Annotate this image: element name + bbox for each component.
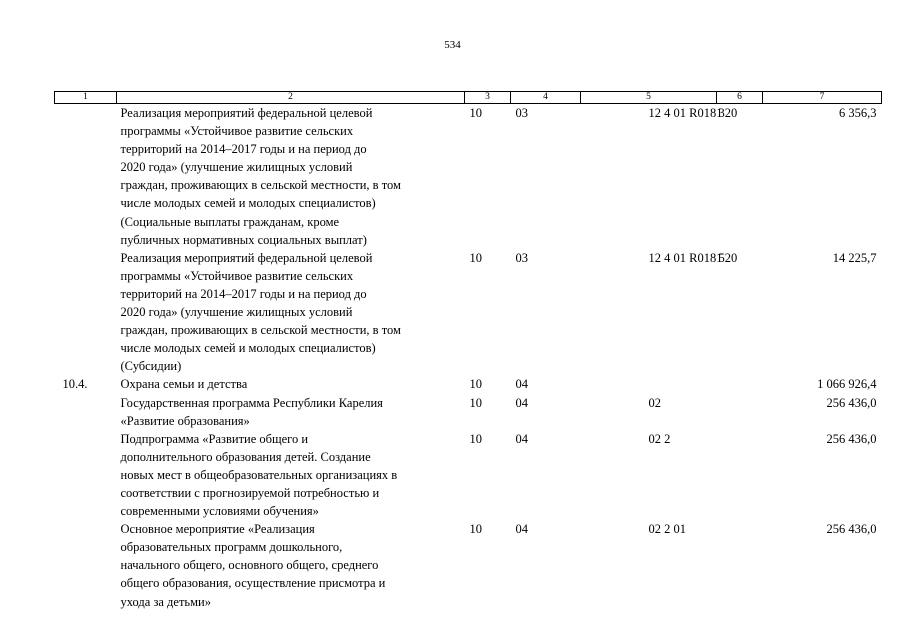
row-name-line: территорий на 2014–2017 годы и на период до	[120, 286, 367, 301]
column-number: 4	[511, 92, 581, 104]
amount-value: 1 066 926,4	[817, 377, 877, 392]
budget-table	[54, 91, 882, 611]
row-name-line: граждан, проживающих в сельской местности, в том	[120, 178, 401, 193]
row-name-line: (Субсидии)	[120, 359, 182, 374]
row-name-line: начального общего, основного общего, среднего	[120, 558, 379, 573]
column-number: 5	[581, 92, 717, 104]
row-name-line: Государственная программа Республики Карелия	[120, 395, 383, 410]
row-name	[117, 249, 465, 376]
row-number	[55, 104, 117, 249]
target-article-code: 12 4 01 R0181	[648, 250, 723, 265]
row-name-line: Реализация мероприятий федеральной целевой	[120, 106, 373, 120]
table-row	[55, 520, 882, 610]
row-name-line: 2020 года» (улучшение жилищных условий	[120, 160, 353, 175]
amount-value: 256 436,0	[826, 431, 877, 446]
subsection-code: 03	[515, 250, 528, 265]
section-code: 10	[469, 106, 482, 120]
row-name-line: ухода за детьми»	[120, 594, 211, 609]
table-row	[55, 104, 882, 249]
row-name-line: программы «Устойчивое развитие сельских	[120, 268, 354, 283]
row-number	[55, 249, 117, 376]
row-name-line: Подпрограмма «Развитие общего и	[120, 431, 309, 446]
row-name	[117, 520, 465, 610]
amount-value: 6 356,3	[839, 106, 877, 120]
row-name-line: соответствии с прогнозируемой потребностью и	[120, 485, 380, 500]
row-name	[117, 394, 465, 430]
row-name-line: территорий на 2014–2017 годы и на период до	[120, 142, 367, 157]
row-name-line: общего образования, осуществление присмотра и	[120, 576, 386, 591]
row-number: 10.4.	[62, 377, 88, 392]
column-number: 7	[763, 92, 882, 104]
target-article-code	[581, 375, 717, 393]
target-article-code: 12 4 01 R0181	[648, 106, 723, 120]
section-code: 10	[469, 522, 482, 537]
section-code: 10	[469, 250, 482, 265]
row-name	[117, 430, 465, 520]
column-number: 3	[465, 92, 511, 104]
row-number	[55, 430, 117, 520]
row-name-line: 2020 года» (улучшение жилищных условий	[120, 305, 353, 320]
subsection-code: 04	[515, 431, 528, 446]
expense-type-code: 520	[718, 250, 738, 265]
table-row	[55, 394, 882, 430]
column-number: 2	[117, 92, 465, 104]
row-name-line: числе молодых семей и молодых специалистов)	[120, 341, 376, 356]
table-row	[55, 430, 882, 520]
subsection-code: 04	[515, 377, 528, 392]
section-code: 10	[469, 431, 482, 446]
row-name-line: новых мест в общеобразовательных организациях в	[120, 467, 398, 482]
section-code: 10	[469, 395, 482, 410]
row-name-line: (Социальные выплаты гражданам, кроме	[120, 214, 340, 229]
target-article-code: 02	[648, 395, 661, 410]
expense-type-code	[717, 375, 763, 393]
expense-type-code: 320	[718, 106, 738, 120]
row-name-line: Основное мероприятие «Реализация	[120, 522, 315, 537]
row-name-line: публичных нормативных социальных выплат)	[120, 232, 367, 247]
target-article-code: 02 2	[648, 431, 671, 446]
table-body	[55, 104, 882, 611]
page-number: 534	[444, 39, 461, 51]
row-name-line: Реализация мероприятий федеральной целевой	[120, 250, 373, 265]
subsection-code: 04	[515, 522, 528, 537]
row-name-line: программы «Устойчивое развитие сельских	[120, 124, 354, 139]
row-name-line: «Развитие образования»	[120, 413, 250, 428]
row-name	[117, 375, 465, 393]
row-number	[55, 520, 117, 610]
column-number: 6	[717, 92, 763, 104]
expense-type-code	[717, 430, 763, 520]
row-name-line: дополнительного образования детей. Создание	[120, 449, 371, 464]
section-code: 10	[469, 377, 482, 392]
row-name-line: граждан, проживающих в сельской местности, в том	[120, 323, 401, 338]
amount-value: 256 436,0	[826, 395, 877, 410]
row-name-line: современными условиями обучения»	[120, 504, 319, 519]
column-number-row	[55, 92, 882, 104]
row-name	[117, 104, 465, 249]
expense-type-code	[717, 520, 763, 610]
column-number: 1	[55, 92, 117, 104]
target-article-code: 02 2 01	[648, 522, 686, 537]
amount-value: 256 436,0	[826, 522, 877, 537]
amount-value: 14 225,7	[832, 250, 877, 265]
table-row	[55, 249, 882, 376]
table-row	[55, 375, 882, 393]
subsection-code: 04	[515, 395, 528, 410]
row-name-line: образовательных программ дошкольного,	[120, 540, 343, 555]
row-name-line: числе молодых семей и молодых специалистов)	[120, 196, 376, 211]
subsection-code: 03	[515, 106, 528, 120]
expense-type-code	[717, 394, 763, 430]
row-number	[55, 394, 117, 430]
row-name-line: Охрана семьи и детства	[120, 377, 248, 392]
